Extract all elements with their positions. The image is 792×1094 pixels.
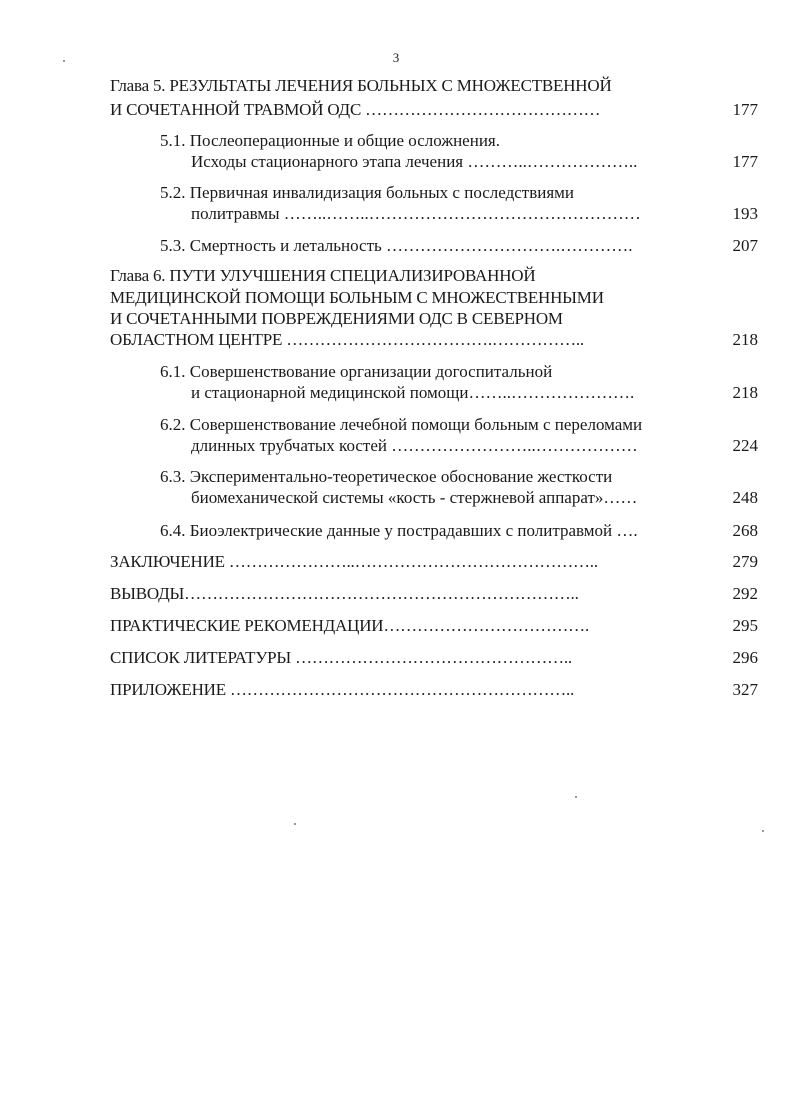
toc-section-6-1-line-2: и стационарной медицинской помощи……..…………………. [191, 383, 635, 402]
scan-speck [63, 60, 65, 62]
toc-section-5-2-line-1: 5.2. Первичная инвалидизация больных с последствиями [160, 183, 575, 202]
toc-references-page: 296 [732, 648, 758, 667]
toc-chapter-6-page: 218 [732, 330, 758, 349]
toc-section-5-3-page: 207 [732, 236, 758, 255]
scan-speck [762, 830, 764, 832]
toc-chapter-5-title-line-2: И СОЧЕТАННОЙ ТРАВМОЙ ОДС …………………………………… [110, 100, 601, 119]
toc-recommendations-text: ПРАКТИЧЕСКИЕ РЕКОМЕНДАЦИИ………………………………. [110, 616, 590, 635]
toc-section-6-3-line-2: биомеханической системы «кость - стержневой аппарат»…… [191, 488, 638, 507]
toc-section-6-4-page: 268 [732, 521, 758, 540]
scan-speck [575, 796, 577, 798]
toc-appendix-page: 327 [732, 680, 758, 699]
toc-section-6-2-page: 224 [732, 436, 758, 455]
toc-section-5-3-line-1: 5.3. Смертность и летальность ………………………….…………. [160, 236, 633, 255]
toc-section-6-1-line-1: 6.1. Совершенствование организации догоспитальной [160, 362, 553, 381]
toc-references-text: СПИСОК ЛИТЕРАТУРЫ ………………………………………….. [110, 648, 572, 667]
toc-findings-page: 292 [732, 584, 758, 603]
toc-section-5-2-page: 193 [732, 204, 758, 223]
toc-chapter-5-page: 177 [732, 100, 758, 119]
toc-appendix-text: ПРИЛОЖЕНИЕ …………………………………………………….. [110, 680, 575, 699]
toc-chapter-5-title-line-1: Глава 5. РЕЗУЛЬТАТЫ ЛЕЧЕНИЯ БОЛЬНЫХ С МНОЖЕСТВЕННОЙ [110, 76, 612, 95]
toc-section-5-1-line-2: Исходы стационарного этапа лечения ………..……………….. [191, 152, 638, 171]
toc-section-5-1-line-1: 5.1. Послеоперационные и общие осложнения. [160, 131, 500, 150]
toc-chapter-6-title-line-4: ОБЛАСТНОМ ЦЕНТРЕ ……………………………….…………….. [110, 330, 584, 349]
page-number: 3 [392, 50, 400, 65]
scan-speck [294, 823, 296, 825]
toc-section-6-4-line-1: 6.4. Биоэлектрические данные у пострадавших с политравмой …. [160, 521, 638, 540]
toc-section-6-3-line-1: 6.3. Экспериментально-теоретическое обоснование жесткости [160, 467, 613, 486]
toc-recommendations-page: 295 [732, 616, 758, 635]
toc-chapter-6-title-line-1: Глава 6. ПУТИ УЛУЧШЕНИЯ СПЕЦИАЛИЗИРОВАННОЙ [110, 266, 536, 285]
toc-section-6-1-page: 218 [732, 383, 758, 402]
toc-section-5-2-line-2: политравмы ……..……..………………………………………… [191, 204, 641, 223]
toc-section-6-3-page: 248 [732, 488, 758, 507]
toc-conclusion-text: ЗАКЛЮЧЕНИЕ …………………..…………………………………….. [110, 552, 598, 571]
toc-findings-text: ВЫВОДЫ…………………………………………………………….. [110, 584, 579, 603]
toc-chapter-6-title-line-3: И СОЧЕТАННЫМИ ПОВРЕЖДЕНИЯМИ ОДС В СЕВЕРНОМ [110, 309, 563, 328]
toc-chapter-6-title-line-2: МЕДИЦИНСКОЙ ПОМОЩИ БОЛЬНЫМ С МНОЖЕСТВЕННЫМИ [110, 288, 604, 307]
toc-section-5-1-page: 177 [732, 152, 758, 171]
toc-conclusion-page: 279 [732, 552, 758, 571]
toc-section-6-2-line-2: длинных трубчатых костей ……………………..……………… [191, 436, 638, 455]
toc-section-6-2-line-1: 6.2. Совершенствование лечебной помощи больным с переломами [160, 415, 643, 434]
